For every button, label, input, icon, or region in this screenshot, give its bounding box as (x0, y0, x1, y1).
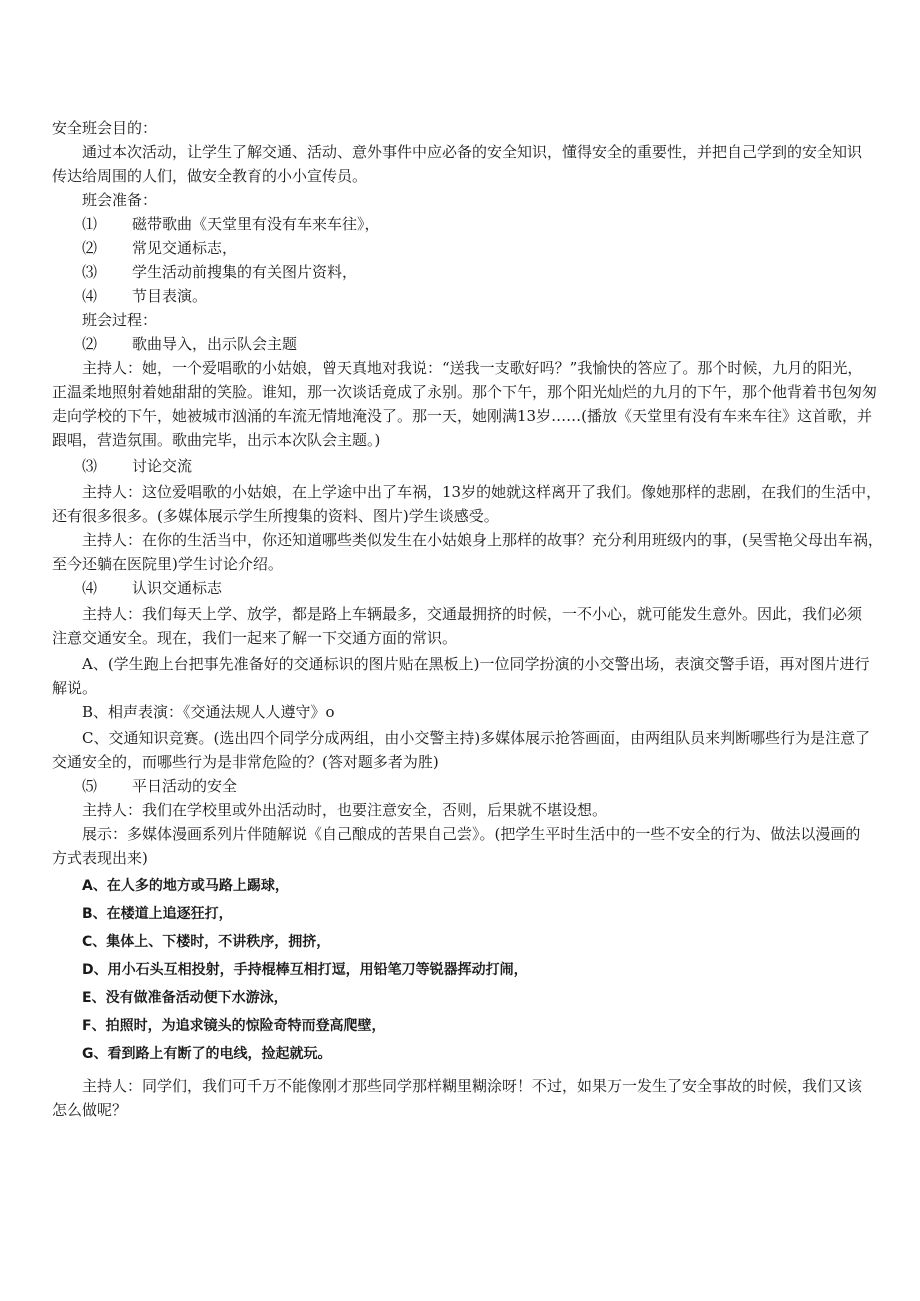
paragraph-line: A、(学生跑上台把事先准备好的交通标识的图片贴在黑板上)一位同学扮演的小交警出场，表演交警手语，再对图片进行 (82, 655, 870, 673)
paragraph-line: 还有很多很多。(多媒体展示学生所搜集的资料、图片)学生谈感受。 (52, 507, 499, 525)
prep-item-text: 磁带歌曲《天堂里有没有车来车往》， (132, 215, 380, 233)
prep-item (82, 285, 207, 307)
prep-item (82, 261, 357, 283)
paragraph-line: 怎么做呢？ (52, 1101, 128, 1119)
list-item: C、集体上、下楼时，不讲秩序，拥挤， (82, 934, 331, 950)
paragraph-line: 解说。 (52, 679, 98, 697)
paragraph-line: 正温柔地照射着她甜甜的笑脸。谁知，那一次谈话竟成了永别。那个下午，那个阳光灿烂的九月的下午，那个他背着书包匆匆 (52, 383, 878, 401)
prep-heading: 班会准备： (82, 191, 158, 209)
list-item: B、在楼道上追逐狂打， (82, 906, 233, 922)
section-title: 平日活动的安全 (132, 777, 238, 795)
prep-item-number: ⑴ (82, 215, 98, 233)
goal-heading: 安全班会目的： (52, 119, 158, 137)
paragraph-line: C、交通知识竞赛。(选出四个同学分成两组，由小交警主持)多媒体展示抢答画面，由两组队员来判断哪些行为是注意了 (82, 729, 871, 747)
section-title: 讨论交流 (132, 457, 193, 475)
paragraph-line: 跟唱，营造氛围。歌曲完毕，出示本次队会主题。) (52, 431, 381, 449)
paragraph-line: 走向学校的下午，她被城市汹涌的车流无情地淹没了。那一天，她刚满13岁……(播放《天堂里有没有车来车往》这首歌，并 (52, 407, 872, 425)
paragraph-line: 方式表现出来) (52, 849, 148, 867)
section-heading (82, 775, 237, 797)
prep-item-text: 常见交通标志， (132, 239, 238, 257)
section-number: ⑶ (82, 457, 98, 475)
paragraph-line: 主持人：同学们，我们可千万不能像刚才那些同学那样糊里糊涂呀！不过，如果万一发生了安全事故的时候，我们又该 (82, 1077, 863, 1095)
section-title: 认识交通标志 (132, 579, 223, 597)
paragraph-line: 注意交通安全。现在，我们一起来了解一下交通方面的常识。 (52, 629, 458, 647)
paragraph-line: 展示：多媒体漫画系列片伴随解说《自己酿成的苦果自己尝》。(把学生平时生活中的一些不安全的行为、做法以漫画的 (82, 825, 861, 843)
section-number: ⑵ (82, 335, 98, 353)
paragraph-line: 主持人：在你的生活当中，你还知道哪些类似发生在小姑娘身上那样的故事？充分利用班级内的事，(吴雪艳父母出车祸， (82, 531, 883, 549)
list-item: G、看到路上有断了的电线，捡起就玩。 (82, 1046, 332, 1062)
prep-item-number: ⑶ (82, 263, 98, 281)
list-item: A、在人多的地方或马路上踢球， (82, 878, 289, 894)
section-heading (82, 455, 192, 477)
paragraph-line: 交通安全的，而哪些行为是非常危险的？(答对题多者为胜) (52, 753, 439, 771)
prep-item-text: 节目表演。 (132, 287, 208, 305)
paragraph-line: 至今还躺在医院里)学生讨论介绍。 (52, 555, 283, 573)
prep-item (82, 237, 237, 259)
section-heading (82, 577, 222, 599)
paragraph-line: 主持人：我们在学校里或外出活动时，也要注意安全，否则，后果就不堪设想。 (82, 801, 608, 819)
list-item: F、拍照时，为追求镜头的惊险奇特而登高爬壁， (82, 1018, 386, 1034)
prep-item-text: 学生活动前搜集的有关图片资料， (132, 263, 358, 281)
paragraph-line: 主持人：我们每天上学、放学，都是路上车辆最多，交通最拥挤的时候，一不小心，就可能发生意外。因此，我们必须 (82, 605, 863, 623)
list-item: E、没有做准备活动便下水游泳， (82, 990, 288, 1006)
section-heading (82, 333, 297, 355)
paragraph-line: B、相声表演：《交通法规人人遵守》o (82, 703, 335, 721)
prep-item (82, 213, 380, 235)
goal-text-line: 通过本次活动，让学生了解交通、活动、意外事件中应必备的安全知识，懂得安全的重要性，并把自己学到的安全知识 (82, 143, 863, 161)
list-item: D、用小石头互相投射，手持棍棒互相打逗，用铅笔刀等锐器挥动打闹， (82, 962, 528, 978)
goal-text-line: 传达给周围的人们，做安全教育的小小宣传员。 (52, 167, 368, 185)
process-heading: 班会过程： (82, 311, 158, 329)
prep-item-number: ⑷ (82, 287, 98, 305)
section-number: ⑷ (82, 579, 98, 597)
section-title: 歌曲导入，出示队会主题 (132, 335, 298, 353)
prep-item-number: ⑵ (82, 239, 98, 257)
section-number: ⑸ (82, 777, 98, 795)
paragraph-line: 主持人：她，一个爱唱歌的小姑娘，曾天真地对我说：“送我一支歌好吗？”我愉快的答应了。那个时候，九月的阳光， (82, 359, 863, 377)
paragraph-line: 主持人：这位爱唱歌的小姑娘，在上学途中出了车祸，13岁的她就这样离开了我们。像她那样的悲剧，在我们的生活中， (82, 483, 882, 501)
